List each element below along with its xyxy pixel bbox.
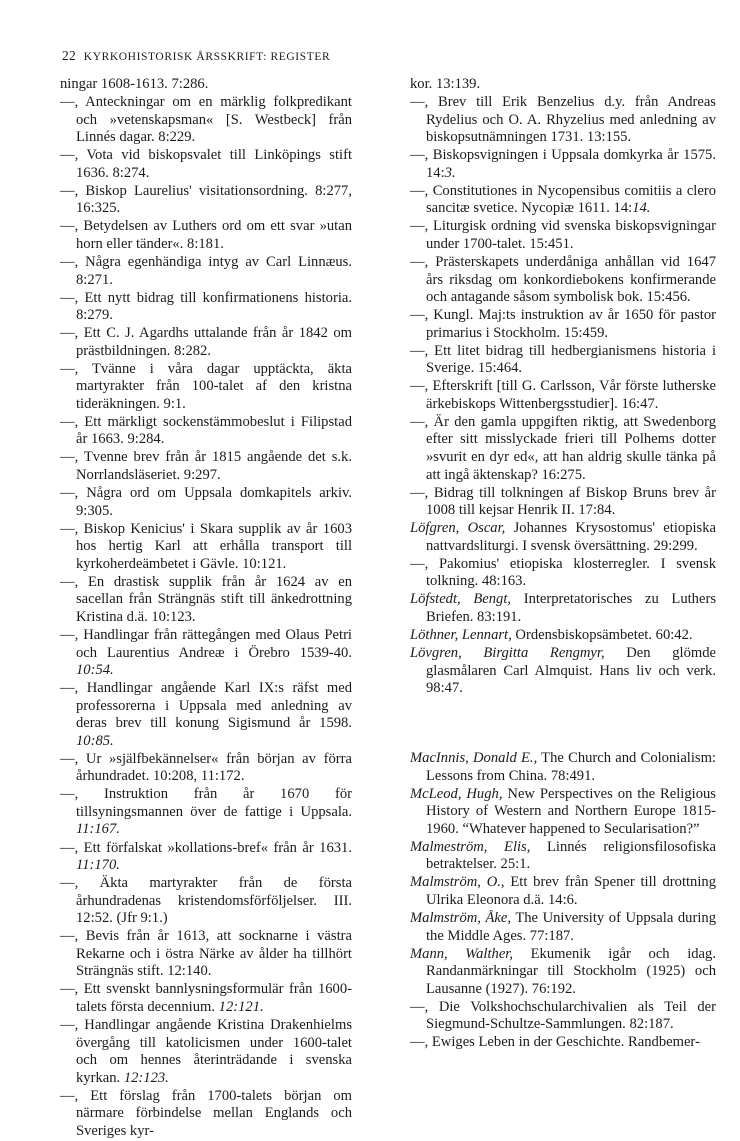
entry-text: —, Biskop Kenicius' i Skara supplik av år 1603 hos hertig Karl att erhålla transport till kyrkoherdeämbetet i Gävle. 10:121. [60,520,352,572]
register-entry [410,874,716,909]
entry-text: —, Ett nytt bidrag till konfirmationens historia. 8:279. [60,289,352,324]
entry-text: —, Handlingar angående Karl IX:s räfst med professorerna i Uppsala med anledning av deras brev till konung Sigismund år 1598. [60,680,352,732]
register-entry [410,750,716,785]
register-entry [410,94,716,147]
entry-text: —, Tvenne brev från år 1815 angående det s.k. Norrlandsläseriet. 9:297. [60,449,352,484]
entry-text: —, Betydelsen av Luthers ord om ett svar »utan horn eller tänder«. 8:181. [60,218,352,252]
register-entry [410,485,716,520]
register-entry [410,343,716,378]
entry-text: —, Instruktion från år 1670 för tillsyningsmannen över de fattige i Uppsala. [60,786,352,820]
register-entry [60,574,352,627]
author-name: Löfstedt, Bengt, [410,591,512,608]
page-reference: 11:170. [76,857,120,874]
entry-text: —, Kungl. Maj:ts instruktion av år 1650 för pastor primarius i Stockholm. 15:459. [410,307,716,341]
register-entry [60,254,352,289]
entry-text: Den glömde glasmålaren Carl Almquist. Hans liv och verk. 98:47. [426,645,717,697]
register-entry [60,786,352,839]
entry-text: —, Ett förslag från 1700-talets början om närmare förbindelse mellan Englands och Sveriges kyr- [60,1087,352,1139]
page-reference: 11:167. [76,821,120,838]
left-column [60,76,352,1141]
entry-text: —, Handlingar angående Kristina Drakenhielms övergång till katolicismen under 1600-talet och om hennes återinträdande i svenska kyrkan. [60,1016,352,1086]
register-entry [410,910,716,945]
entry-text: —, Tvänne i våra dagar upptäckta, äkta martyrakter från 100-talet af den kristna tideräkningen. 9:1. [60,360,352,412]
entry-text: —, Anteckningar om en märklig folkpredikant och »vetenskapsman« [S. Westbeck] från Linnés dagar. 8:229. [60,94,352,146]
register-entry [410,999,716,1034]
entry-text: —, Brev till Erik Benzelius d.y. från Andreas Rydelius och O. A. Rhyzelius med anledning av biskopsutnämningen 1731. 13:155. [410,94,716,146]
page-reference: 12:121. [218,998,264,1015]
entry-text: —, Biskopsvigningen i Uppsala domkyrka år 1575. 14: [410,147,716,181]
register-entry [60,840,352,875]
register-entry [60,680,352,750]
author-name: McLeod, Hugh, [410,785,503,802]
entry-text: —, Ett märkligt sockenstämmobeslut i Filipstad år 1663. 9:284. [60,413,352,448]
register-entry [410,786,716,839]
entry-text: —, Ur »själfbekännelser« från början av förra århundradet. 10:208, 11:172. [60,750,352,785]
right-column [410,76,716,1052]
author-name: Malmström, O., [410,874,505,891]
page-reference: 10:85. [76,732,114,749]
section-gap [410,698,716,750]
entry-text: —, Liturgisk ordning vid svenska biskopsvigningar under 1700-talet. 15:451. [410,218,716,252]
register-entry [60,928,352,981]
page-number: 22 [62,48,77,63]
register-entry [60,183,352,218]
running-title: KYRKOHISTORISK ÅRSSKRIFT: REGISTER [83,51,331,63]
register-entry [60,290,352,325]
entry-text: —, Die Volkshochschularchivalien als Teil der Siegmund-Schultze-Sammlungen. 82:187. [410,998,716,1033]
entry-text: Ekumenik igår och idag. Randanmärkningar till Stockholm (1925) och Lausanne (1927). 76:192. [426,945,716,997]
entry-text: —, Handlingar från rättegången med Olaus Petri och Laurentius Andreæ i Örebro 1539-40. [60,626,352,661]
entry-text: —, Vota vid biskopsvalet till Linköpings stift 1636. 8:274. [60,147,352,181]
entry-text: ningar 1608-1613. 7:286. [60,76,209,92]
register-entry [410,946,716,999]
register-entry [60,1017,352,1087]
entry-text: —, Pakomius' etiopiska klosterregler. I svensk tolkning. 48:163. [410,555,716,590]
author-name: Löthner, Lennart, [410,626,512,643]
register-entry [60,414,352,449]
entry-text: —, Ett C. J. Agardhs uttalande från år 1842 om prästbildningen. 8:282. [60,325,352,359]
register-entry [60,521,352,574]
register-entry [410,1034,716,1052]
entry-text: Ett brev från Spener till drottning Ulrika Eleonora d.ä. 14:6. [426,874,716,909]
entry-text: kor. 13:139. [410,76,481,92]
register-entry [60,981,352,1016]
register-entry [410,591,716,626]
register-entry [60,218,352,253]
entry-text: —, Är den gamla uppgiften riktig, att Swedenborg efter sitt misslyckade frieri till Polhems dotter »svurit en dyr ed«, att han aldrig skulle tänka på att ingå äktenskap? 16:275. [410,413,716,483]
register-entry [60,485,352,520]
entry-text: —, Constitutiones in Nycopensibus comitiis a clero sancitæ svetice. Nycopiæ 1611. 14: [410,182,716,217]
register-entry [60,147,352,182]
author-name: Mann, Walther, [410,945,514,962]
entry-text: —, Ett svenskt bannlysningsformulär från 1600-talets första decennium. [60,981,352,1015]
entry-text: Ordensbiskopsämbetet. 60:42. [511,626,693,643]
author-name: Malmeström, Elis, [410,838,531,855]
register-entry [410,414,716,484]
register-entry [410,254,716,307]
entry-text: —, Äkta martyrakter från de första århundradenas kristendomsförföljelser. III. 12:52. (Jfr 9:1.) [60,875,352,927]
register-entry [410,627,716,645]
register-entry [410,218,716,253]
register-entry [60,449,352,484]
entry-text: Johannes Krysostomus' etiopiska nattvardsliturgi. I svensk översättning. 29:299. [426,520,716,554]
entry-text: —, Biskop Laurelius' visitationsordning. 8:277, 16:325. [60,182,352,217]
register-entry [410,520,716,555]
register-entry [410,147,716,182]
register-entry [410,645,716,698]
author-name: MacInnis, Donald E., [410,750,538,767]
entry-text: New Perspectives on the Religious History of Western and Northern Europe 1815-1960. “Whatever happened to Secularisation?” [426,785,716,837]
author-name: Malmström, Åke, [410,910,512,927]
register-entry [60,627,352,680]
register-entry [60,325,352,360]
page-reference: 10:54. [76,662,114,679]
entry-text: —, Prästerskapets underdåniga anhållan vid 1647 års riksdag om konkordiebokens konfirmerande och antagande såsom symbolisk bok. 15:456. [410,253,716,306]
register-entry [410,307,716,342]
register-entry [60,94,352,147]
entry-text: —, Några ord om Uppsala domkapitels arkiv. 9:305. [60,485,352,519]
author-name: Löfgren, Oscar, [410,520,506,537]
entry-text: —, Ett litet bidrag till hedbergianismens historia i Sverige. 15:464. [410,342,716,377]
author-name: Lövgren, Birgitta Rengmyr, [410,645,605,661]
entry-text: —, Efterskrift [till G. Carlsson, Vår förste lutherske ärkebiskops Wittenbergsstudier]. 16:47. [410,378,716,412]
entry-text: —, Bidrag till tolkningen af Biskop Bruns brev år 1008 till kejsar Henrik II. 17:84. [410,484,716,519]
entry-text: —, Ewiges Leben in der Geschichte. Randbemer- [410,1034,700,1051]
entry-text: —, En drastisk supplik från år 1624 av en sacellan från Strängnäs stift till änkedrottning Kristina d.ä. 10:123. [60,573,352,625]
register-entry [410,556,716,591]
register-entry [410,378,716,413]
register-entry [410,183,716,218]
register-entry [60,1088,352,1141]
register-entry [60,751,352,786]
register-entry [60,76,352,94]
register-entry [410,839,716,874]
register-entry [60,875,352,928]
page-header [62,48,330,64]
entry-text: The Church and Colonialism: Lessons from China. 78:491. [426,750,716,784]
page-reference: 12:123. [123,1069,169,1086]
entry-text: Interpretatorisches zu Luthers Briefen. 83:191. [426,591,716,625]
register-entry [410,76,716,94]
entry-text: —, Bevis från år 1613, att socknarne i västra Rekarne och i östra Närke av ålder ha tillhört Strängnäs stift. 12:140. [60,928,352,980]
register-entry [60,361,352,414]
entry-text: —, Ett förfalskat »kollations-bref« från år 1631. [60,839,352,856]
entry-text: —, Några egenhändiga intyg av Carl Linnæus. 8:271. [60,253,352,288]
entry-text: The University of Uppsala during the Middle Ages. 77:187. [426,910,716,944]
page-reference: 14. [632,200,651,217]
entry-text: Linnés religionsfilosofiska betraktelser. 25:1. [426,838,716,873]
page-reference: 3. [444,164,456,181]
